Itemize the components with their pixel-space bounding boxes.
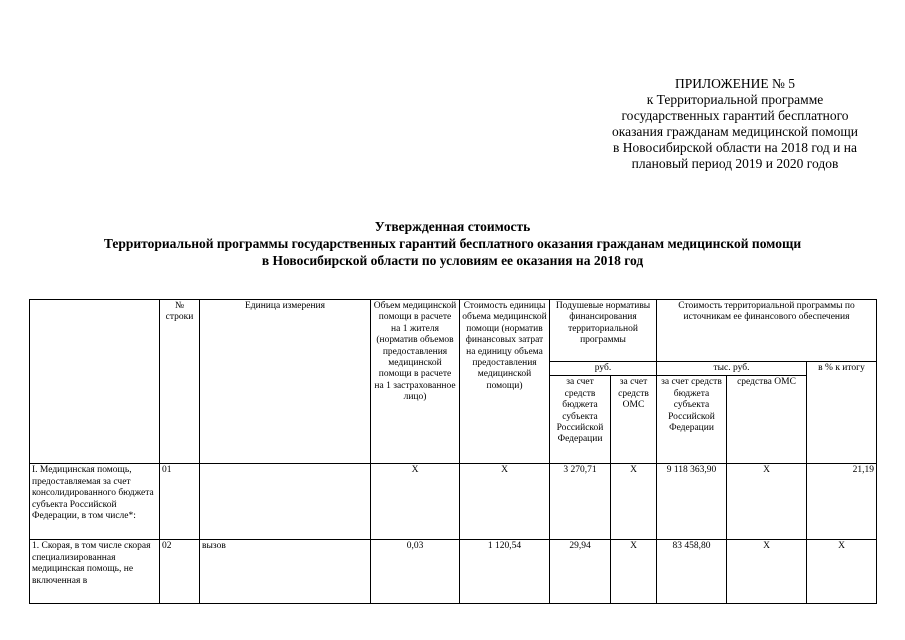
header-pc-budget: за счет средств бюджета субъекта Российской Федерации xyxy=(550,376,611,464)
row-no: 01 xyxy=(160,464,200,540)
header-blank-cell xyxy=(30,300,160,464)
appendix-header xyxy=(585,76,885,172)
appendix-line: плановый период 2019 и 2020 годов xyxy=(631,156,839,171)
row-unit: вызов xyxy=(200,540,371,604)
row-total-oms: X xyxy=(727,464,807,540)
row-percent: 21,19 xyxy=(807,464,877,540)
row-pc-oms: X xyxy=(611,540,657,604)
header-program-cost: Стоимость территориальной программы по источникам ее финансового обеспечения xyxy=(657,300,877,362)
row-name: 1. Скорая, в том числе скорая специализированная медицинская помощь, не включенная в xyxy=(30,540,160,604)
header-total-budget: за счет средств бюджета субъекта Российской Федерации xyxy=(657,376,727,464)
cost-table xyxy=(29,299,877,604)
row-no: 02 xyxy=(160,540,200,604)
row-volume: X xyxy=(371,464,460,540)
row-total-budget: 9 118 363,90 xyxy=(657,464,727,540)
table-row xyxy=(30,540,877,604)
appendix-line: государственных гарантий бесплатного xyxy=(621,108,849,123)
header-unit: Единица измерения xyxy=(200,300,371,464)
header-per-capita: Подушевые нормативы финансирования территориальной программы xyxy=(550,300,657,362)
title-line: Утвержденная стоимость xyxy=(374,219,531,234)
appendix-line: в Новосибирской области на 2018 год и на xyxy=(613,140,857,155)
header-thousand-rub: тыс. руб. xyxy=(657,362,807,376)
row-unit xyxy=(200,464,371,540)
appendix-line: к Территориальной программе xyxy=(646,92,824,107)
row-cost: 1 120,54 xyxy=(460,540,550,604)
header-percent: в % к итогу xyxy=(807,362,877,464)
document-title xyxy=(0,218,905,269)
row-percent: X xyxy=(807,540,877,604)
header-rub: руб. xyxy=(550,362,657,376)
header-cost: Стоимость единицы объема медицинской помощи (норматив финансовых затрат на единицу объема предоставления медицинской помощи) xyxy=(460,300,550,464)
appendix-line: ПРИЛОЖЕНИЕ № 5 xyxy=(674,76,796,91)
appendix-line: оказания гражданам медицинской помощи xyxy=(611,124,859,139)
row-pc-oms: X xyxy=(611,464,657,540)
row-name: I. Медицинская помощь, предоставляемая за счет консолидированного бюджета субъекта Российской Федерации, в том числе*: xyxy=(30,464,160,540)
row-total-budget: 83 458,80 xyxy=(657,540,727,604)
row-cost: X xyxy=(460,464,550,540)
row-total-oms: X xyxy=(727,540,807,604)
header-pc-oms: за счет средств ОМС xyxy=(611,376,657,464)
header-total-oms: средства ОМС xyxy=(727,376,807,464)
header-row-no: № строки xyxy=(160,300,200,464)
row-pc-budget: 29,94 xyxy=(550,540,611,604)
title-line: Территориальной программы государственных гарантий бесплатного оказания гражданам медицинской помощи xyxy=(103,236,802,251)
table-row xyxy=(30,464,877,540)
title-line: в Новосибирской области по условиям ее оказания на 2018 год xyxy=(261,253,644,268)
header-volume: Объем медицинской помощи в расчете на 1 жителя (норматив объемов предоставления медицинской помощи в расчете на 1 застрахованное лицо) xyxy=(371,300,460,464)
row-pc-budget: 3 270,71 xyxy=(550,464,611,540)
row-volume: 0,03 xyxy=(371,540,460,604)
